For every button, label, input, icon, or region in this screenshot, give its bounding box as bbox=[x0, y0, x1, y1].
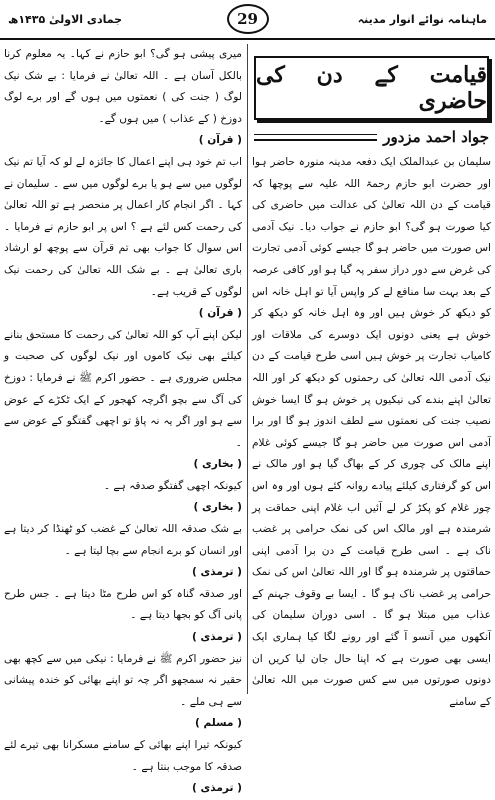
left-column bbox=[4, 44, 242, 795]
left-paragraph bbox=[4, 44, 242, 152]
paragraph-text: لیکن اپنے آپ کو اللہ تعالیٰ کی رحمت کا مستحق بنانے کیلئے بھی نیک کاموں اور نیک لوگوں کی صحبت و مجلس ضروری ہے ۔ حضور اکرم ﷺ نے فرمایا : دوزخ کی آگ سے بچو اگرچہ کھجور کے ایک ٹکڑے کے عوض سے ہو اور اگر یہ نہ پاؤ تو اچھی گفتگو کے عوض سے ۔ bbox=[4, 328, 242, 449]
citation: ( مسلم ) bbox=[194, 717, 242, 730]
citation: ( بخاری ) bbox=[193, 458, 242, 471]
left-paragraph bbox=[4, 152, 242, 325]
citation: ( ترمذی ) bbox=[191, 631, 242, 644]
header-date: جمادی الاولیٰ ۱۴۳۵ھ bbox=[8, 12, 123, 26]
author-name: جواد احمد مزدور bbox=[383, 128, 489, 146]
column-divider bbox=[247, 44, 248, 694]
citation: ( ترمذی ) bbox=[191, 782, 242, 795]
left-paragraph bbox=[4, 735, 242, 800]
author-rule bbox=[254, 134, 377, 141]
citation: ( بخاری ) bbox=[193, 501, 242, 514]
paragraph-text: بے شک صدقہ اللہ تعالیٰ کے غضب کو ٹھنڈا کر دیتا ہے اور انسان کو برے انجام سے بچا لیتا ہے ۔ bbox=[4, 523, 242, 557]
paragraph-text: کیونکہ تیرا اپنے بھائی کے سامنے مسکرانا بھی تیرے لئے صدقہ کا موجب بنتا ہے ۔ bbox=[4, 739, 242, 773]
right-paragraph: سلیمان بن عبدالملک ایک دفعہ مدینہ منورہ حاضر ہوا اور حضرت ابو حازم رحمۃ اللہ علیہ سے پوچھا کہ قیامت کے دن اللہ تعالیٰ کی عدالت میں حاضری کی کیا صورت ہو گی؟ ابو حازم نے جواب دیا۔ نیک آدمی اس صورت میں حاضر ہو گا جیسے کوئی آدمی تجارت کی غرض سے دور دراز سفر پہ گیا ہو اور کافی عرصہ کے بعد بہت سا منافع لے کر واپس آیا تو اہل خانہ اس کو دیکھ کر خوش ہیں اور وہ اہل خانہ کو دیکھ کر خوش ہے یعنی دونوں ایک دوسرے کی ملاقات اور کامیاب تجارت پر خوش ہیں اسی طرح قیامت کے دن نیک آدمی اللہ تعالیٰ کی رحمتوں کو دیکھ کر اور اللہ تعالیٰ اپنے بندے کی نیکیوں پر خوش ہو گا ایسا خوش نصیب جنت کی نعمتوں سے لطف اندوز ہو گا اور برا آدمی اس صورت میں حاضر ہو گا جیسے کوئی غلام اپنے مالک کی چوری کر کے بھاگ گیا ہو اور مالک نے اس کو گرفتاری کیلئے پیادے روانہ کئے ہوں اور وہ اس چور غلام کو پکڑ کر لے آئیں اب غلام اپنی حماقت پر شرمندہ ہے اور مالک اس کی نمک حرامی پر غضب ناک ہے ۔ اسی طرح قیامت کے دن برا آدمی اپنی حماقتوں پر شرمندہ ہو گا اور اللہ تعالیٰ اس کی نمک حرامی پر غضب ناک ہو گا ۔ ایسا بے وقوف جہنم کے عذاب میں مبتلا ہو گا ۔ اسی دوران سلیمان کی آنکھوں میں آنسو آ گئے اور رونے لگا کیا ہماری ایک ایسی بھی صورت ہے کہ اپنا حال جان لیا کریں ان دونوں صورتوں میں سے کس صورت میں اللہ تعالیٰ کے سامنے bbox=[252, 156, 491, 708]
paragraph-text: نیز حضور اکرم ﷺ نے فرمایا : نیکی میں سے کچھ بھی حقیر نہ سمجھو اگر چہ تو اپنے بھائی کو خندہ پیشانی سے ہی ملے ۔ bbox=[4, 652, 242, 708]
left-paragraph bbox=[4, 325, 242, 476]
paragraph-text: میری پیشی ہو گی؟ ابو حازم نے کہا۔ یہ معلوم کرنا بالکل آسان ہے ۔ اللہ تعالیٰ نے فرمایا : بے شک نیک لوگ ( جنت کی ) نعمتوں میں ہوں گے اور برے لوگ دوزخ ( کے عذاب ) میں ہوں گے۔ bbox=[4, 48, 242, 125]
paragraph-text: اور صدقہ گناہ کو اس طرح مٹا دیتا ہے ۔ جس طرح پانی آگ کو بجھا دیتا ہے ۔ bbox=[4, 587, 242, 622]
right-column bbox=[252, 44, 491, 708]
citation: ( قرآن ) bbox=[198, 307, 242, 320]
article-title: قیامت کے دن کی حاضری bbox=[256, 62, 487, 114]
citation: ( قرآن ) bbox=[198, 134, 242, 147]
left-paragraph bbox=[4, 476, 242, 519]
title-box bbox=[254, 56, 489, 120]
paragraph-text: کیونکہ اچھی گفتگو صدقہ ہے ۔ bbox=[103, 479, 242, 492]
author-bar bbox=[254, 128, 489, 146]
left-paragraph bbox=[4, 584, 242, 649]
paragraph-text: اب تم خود ہی اپنے اعمال کا جائزہ لے لو کہ آیا تم نیک لوگوں میں سے ہو یا برے لوگوں میں سے ۔ سلیمان نے کہا ۔ اگر انجام کار اعمال پر منحصر ہے تو اللہ تعالیٰ کی رحمت کس لئے ہے ؟ اس پر ابو حازم نے فرمایا ۔ اس سوال کا جواب بھی تم قرآن سے پوچھ لو ارشاد باری تعالیٰ ہے ۔ بے شک اللہ تعالیٰ کی رحمت نیک لوگوں کے قریب ہے۔ bbox=[4, 155, 242, 298]
left-paragraph bbox=[4, 649, 242, 735]
page-header bbox=[0, 0, 495, 40]
left-paragraph bbox=[4, 519, 242, 584]
citation: ( ترمذی ) bbox=[191, 566, 242, 579]
page-number: 29 bbox=[227, 4, 269, 34]
header-magazine-name: ماہنامہ نوائے انوار مدینہ bbox=[357, 12, 487, 26]
